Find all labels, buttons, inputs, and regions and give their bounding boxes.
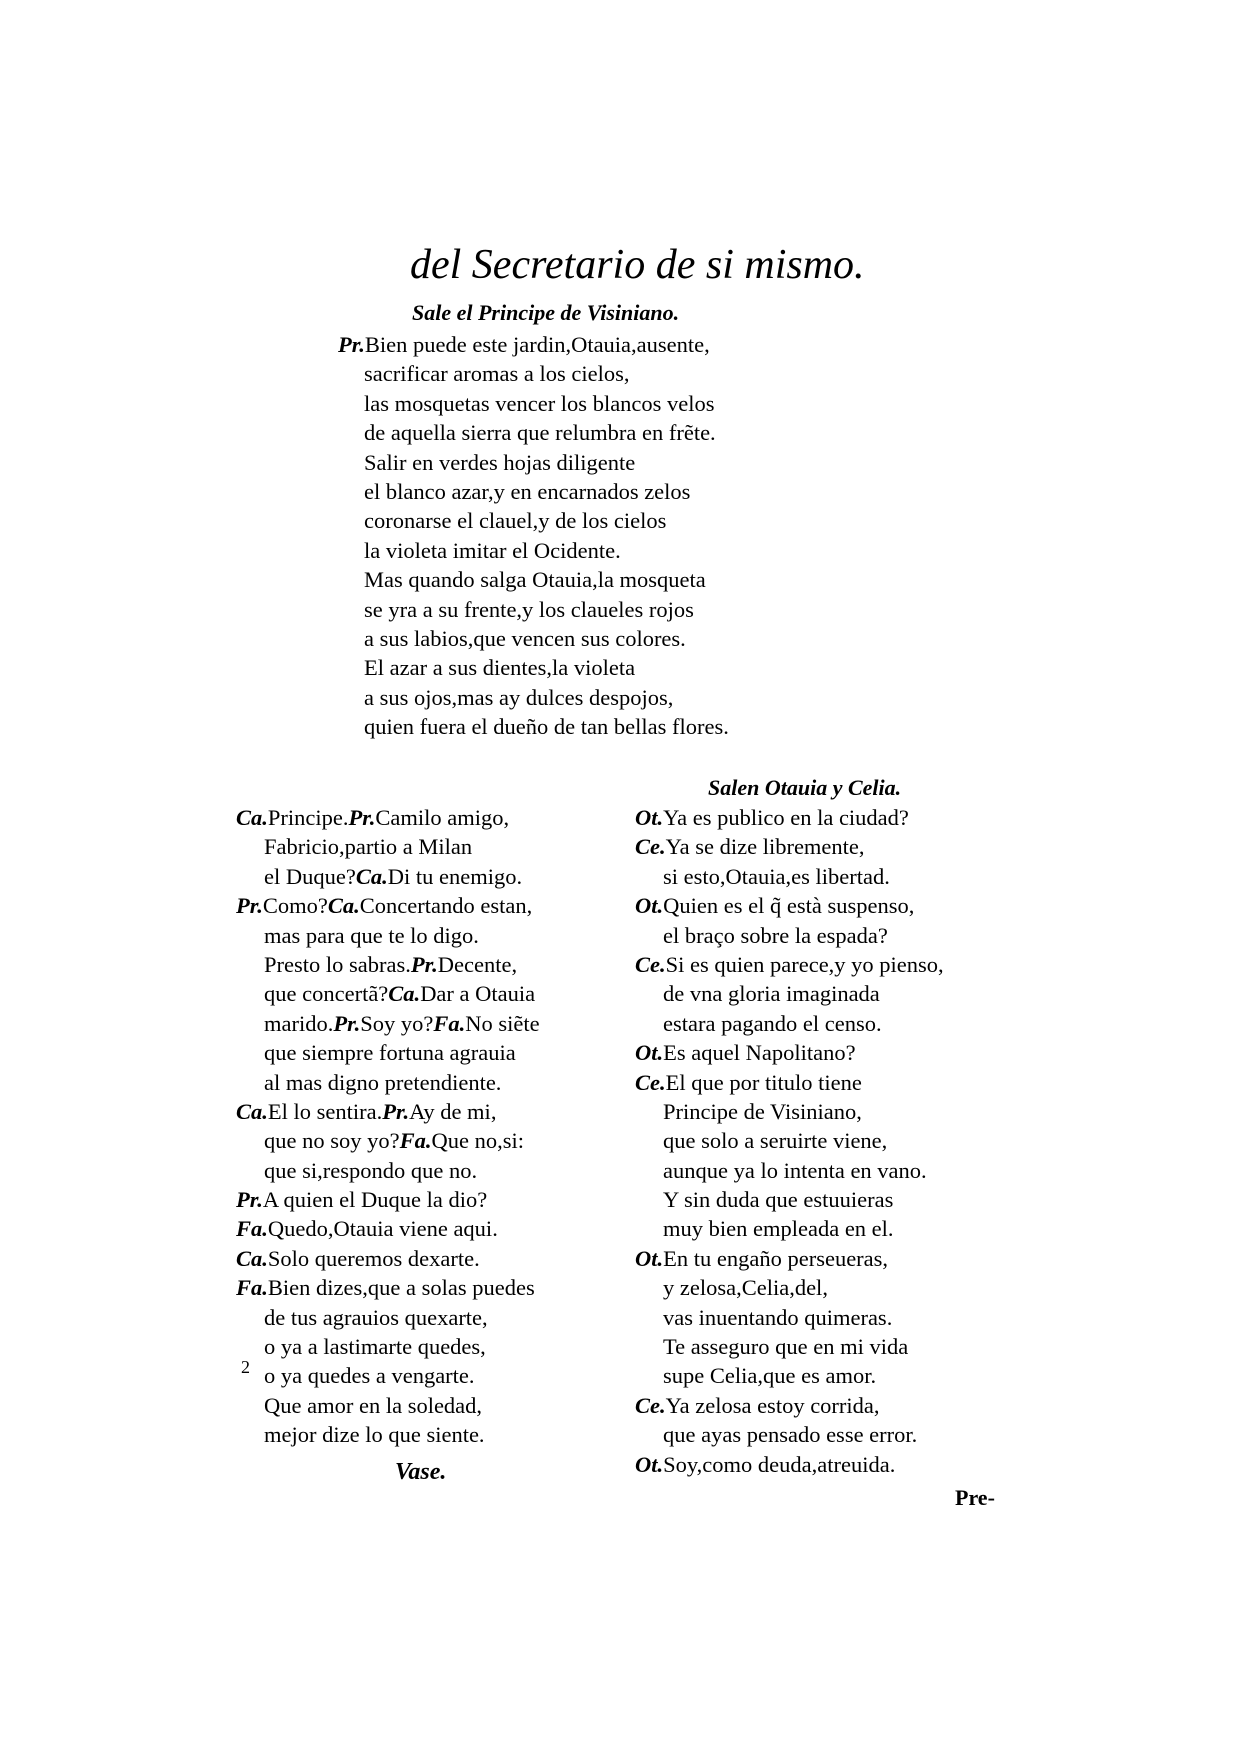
verse-text: que si,respondo que no. — [264, 1157, 478, 1183]
verse-text: Ya zelosa estoy corrida, — [665, 1392, 880, 1418]
verse-line — [236, 1391, 540, 1420]
verse-text: Quien es el q̃ està suspenso, — [663, 893, 915, 919]
verse-line — [635, 1332, 944, 1361]
speaker-abbreviation: Ot. — [635, 893, 664, 919]
verse-line — [635, 1273, 944, 1302]
speaker-abbreviation: Ca. — [388, 981, 421, 1007]
verse-line — [236, 950, 540, 979]
speaker-abbreviation: Ot. — [635, 1040, 664, 1066]
verse-text: supe Celia,que es amor. — [663, 1363, 877, 1389]
verse-line — [236, 1244, 540, 1273]
verse-line — [635, 891, 944, 920]
verse-line — [635, 1244, 944, 1273]
verse-line — [236, 862, 540, 891]
verse-text: Salir en verdes hojas diligente — [364, 449, 636, 475]
verse-text: El azar a sus dientes,la violeta — [364, 655, 636, 681]
verse-line — [635, 921, 944, 950]
speaker-abbreviation: Ot. — [635, 1451, 664, 1477]
speaker-abbreviation: Fa. — [236, 1275, 268, 1301]
verse-text: coronarse el clauel,y de los cielos — [364, 508, 667, 534]
verse-text: Ya se dize libremente, — [665, 834, 865, 860]
speaker-abbreviation: Ca. — [327, 893, 360, 919]
verse-text: la violeta imitar el Ocidente. — [364, 537, 621, 563]
verse-line — [236, 1068, 540, 1097]
verse-line — [338, 448, 729, 477]
verse-line — [635, 862, 944, 891]
verse-text: No siẽte — [465, 1010, 540, 1036]
verse-text: Bien dizes,que a solas puedes — [267, 1275, 535, 1301]
verse-text: Principe. — [267, 805, 349, 830]
verse-line — [236, 979, 540, 1008]
verse-text: que ayas pensado esse error. — [663, 1422, 918, 1448]
verse-line — [338, 506, 729, 535]
verse-text: Quedo,Otauia viene aqui. — [267, 1216, 498, 1242]
verse-text: y zelosa,Celia,del, — [663, 1275, 828, 1301]
verse-line — [338, 477, 729, 506]
verse-line — [338, 330, 729, 359]
speaker-abbreviation: Ca. — [236, 805, 268, 830]
verse-text: a sus labios,que vencen sus colores. — [364, 625, 686, 651]
verse-line — [236, 1038, 540, 1067]
verse-text: el Duque? — [264, 863, 356, 889]
verse-text: Concertando estan, — [359, 893, 533, 919]
verse-line — [236, 803, 540, 832]
speaker-abbreviation: Pr. — [338, 332, 365, 357]
speaker-abbreviation: Pr. — [236, 893, 263, 919]
verse-line — [236, 1009, 540, 1038]
verse-line — [635, 1361, 944, 1390]
running-title: del Secretario de si mismo. — [410, 242, 865, 288]
verse-text: mas para que te lo digo. — [264, 922, 479, 948]
verse-text: En tu engaño perseueras, — [663, 1245, 889, 1271]
verse-line — [236, 1303, 540, 1332]
speaker-abbreviation: Ca. — [236, 1098, 268, 1124]
verse-text: las mosquetas vencer los blancos velos — [364, 390, 715, 416]
margin-mark: 2 — [241, 1357, 250, 1377]
verse-text: el blanco azar,y en encarnados zelos — [364, 478, 691, 504]
verse-text: Camilo amigo, — [375, 805, 510, 830]
verse-text: que no soy yo? — [264, 1128, 400, 1154]
verse-line — [635, 803, 944, 832]
verse-text: el braço sobre la espada? — [663, 922, 888, 948]
verse-text: o ya quedes a vengarte. — [264, 1363, 475, 1389]
verse-text: a sus ojos,mas ay dulces despojos, — [364, 684, 674, 710]
verse-line — [635, 950, 944, 979]
verse-line — [635, 979, 944, 1008]
speaker-abbreviation: Ca. — [355, 863, 388, 889]
verse-text: al mas digno pretendiente. — [264, 1069, 502, 1095]
verse-line — [338, 624, 729, 653]
verse-line — [338, 653, 729, 682]
verse-line — [236, 1156, 540, 1185]
verse-text: Ay de mi, — [409, 1098, 497, 1124]
verse-text: quien fuera el dueño de tan bellas flores. — [364, 714, 729, 740]
verse-text: Soy yo? — [360, 1010, 434, 1036]
speaker-abbreviation: Ca. — [236, 1245, 268, 1271]
verse-line — [635, 1185, 944, 1214]
verse-text: muy bien empleada en el. — [663, 1216, 894, 1242]
verse-text: Soy,como deuda,atreuida. — [663, 1451, 896, 1477]
speaker-abbreviation: Ce. — [635, 1069, 666, 1095]
verse-line — [236, 1214, 540, 1243]
right-dialogue-column — [635, 803, 944, 1479]
verse-text: Di tu enemigo. — [387, 863, 523, 889]
verse-text: de vna gloria imaginada — [663, 981, 880, 1007]
speaker-abbreviation: Ce. — [635, 951, 666, 977]
verse-text: Dar a Otauia — [420, 981, 536, 1007]
verse-text: vas inuentando quimeras. — [663, 1304, 893, 1330]
verse-line — [236, 832, 540, 861]
verse-text: A quien el Duque la dio? — [262, 1187, 488, 1213]
verse-line — [236, 1361, 540, 1390]
verse-text: de tus agrauios quexarte, — [264, 1304, 488, 1330]
verse-line — [635, 1391, 944, 1420]
speaker-abbreviation: Pr. — [333, 1010, 361, 1036]
verse-text: que solo a seruirte viene, — [663, 1128, 888, 1154]
verse-line — [338, 418, 729, 447]
verse-line — [635, 1214, 944, 1243]
verse-line — [236, 921, 540, 950]
verse-text: Solo queremos dexarte. — [267, 1245, 480, 1271]
verse-text: Si es quien parece,y yo pienso, — [665, 951, 944, 977]
verse-text: Principe de Visiniano, — [663, 1098, 862, 1124]
verse-text: Como? — [262, 893, 328, 919]
speaker-abbreviation: Ot. — [635, 805, 664, 830]
verse-text: aunque ya lo intenta en vano. — [663, 1157, 927, 1183]
stage-direction-entrance-principe: Sale el Principe de Visiniano. — [412, 300, 680, 325]
verse-text: Presto lo sabras. — [264, 951, 411, 977]
verse-line — [338, 595, 729, 624]
verse-text: Decente, — [437, 951, 518, 977]
verse-line — [635, 1156, 944, 1185]
verse-line — [635, 1420, 944, 1449]
verse-line — [236, 891, 540, 920]
verse-line — [236, 1273, 540, 1302]
verse-line — [338, 389, 729, 418]
speaker-abbreviation: Fa. — [236, 1216, 268, 1242]
verse-text: Que no,si: — [431, 1128, 524, 1154]
speaker-abbreviation: Pr. — [410, 951, 438, 977]
verse-line — [338, 712, 729, 741]
verse-line — [635, 1126, 944, 1155]
verse-text: Es aquel Napolitano? — [663, 1040, 856, 1066]
verse-text: Que amor en la soledad, — [264, 1392, 483, 1418]
verse-text: que concertã? — [264, 981, 389, 1007]
speaker-abbreviation: Pr. — [382, 1098, 410, 1124]
verse-line — [635, 1009, 944, 1038]
verse-line — [635, 1097, 944, 1126]
opening-soliloquy — [338, 330, 729, 741]
verse-text: Ya es publico en la ciudad? — [663, 805, 909, 830]
verse-line — [635, 832, 944, 861]
verse-line — [236, 1332, 540, 1361]
verse-text: si esto,Otauia,es libertad. — [663, 863, 890, 889]
speaker-abbreviation: Ot. — [635, 1245, 664, 1271]
verse-text: de aquella sierra que relumbra en frẽte. — [364, 420, 716, 446]
verse-line — [236, 1420, 540, 1449]
verse-line — [338, 536, 729, 565]
verse-text: El que por titulo tiene — [665, 1069, 862, 1095]
speaker-abbreviation: Pr. — [236, 1187, 263, 1213]
verse-text: estara pagando el censo. — [663, 1010, 882, 1036]
exit-direction: Vase. — [395, 1459, 447, 1485]
stage-direction-entrance-otauia-celia: Salen Otauia y Celia. — [708, 775, 902, 800]
verse-text: Te asseguro que en mi vida — [663, 1334, 909, 1360]
speaker-abbreviation: Ce. — [635, 1392, 666, 1418]
verse-text: se yra a su frente,y los claueles rojos — [364, 596, 694, 622]
speaker-abbreviation: Ce. — [635, 834, 666, 860]
verse-line — [635, 1303, 944, 1332]
speaker-abbreviation: Fa. — [399, 1128, 432, 1154]
verse-line — [338, 359, 729, 388]
verse-text: sacrificar aromas a los cielos, — [364, 361, 630, 387]
verse-text: mejor dize lo que siente. — [264, 1422, 485, 1448]
verse-line — [236, 1126, 540, 1155]
verse-line — [236, 1185, 540, 1214]
verse-text: Mas quando salga Otauia,la mosqueta — [364, 567, 706, 593]
verse-text: Bien puede este jardin,Otauia,ausente, — [364, 332, 710, 357]
verse-text: marido. — [264, 1010, 334, 1036]
verse-text: que siempre fortuna agrauia — [264, 1040, 516, 1066]
verse-text: Fabricio,partio a Milan — [264, 834, 473, 860]
verse-line — [338, 683, 729, 712]
verse-text: o ya a lastimarte quedes, — [264, 1334, 486, 1360]
verse-text: Y sin duda que estuuieras — [663, 1187, 894, 1213]
verse-line — [635, 1068, 944, 1097]
verse-line — [635, 1450, 944, 1479]
left-dialogue-column — [236, 803, 540, 1450]
speaker-abbreviation: Pr. — [348, 805, 376, 830]
verse-line — [635, 1038, 944, 1067]
speaker-abbreviation: Fa. — [433, 1010, 466, 1036]
verse-text: El lo sentira. — [267, 1098, 383, 1124]
verse-line — [236, 1097, 540, 1126]
catchword: Pre- — [955, 1485, 995, 1510]
verse-line — [338, 565, 729, 594]
